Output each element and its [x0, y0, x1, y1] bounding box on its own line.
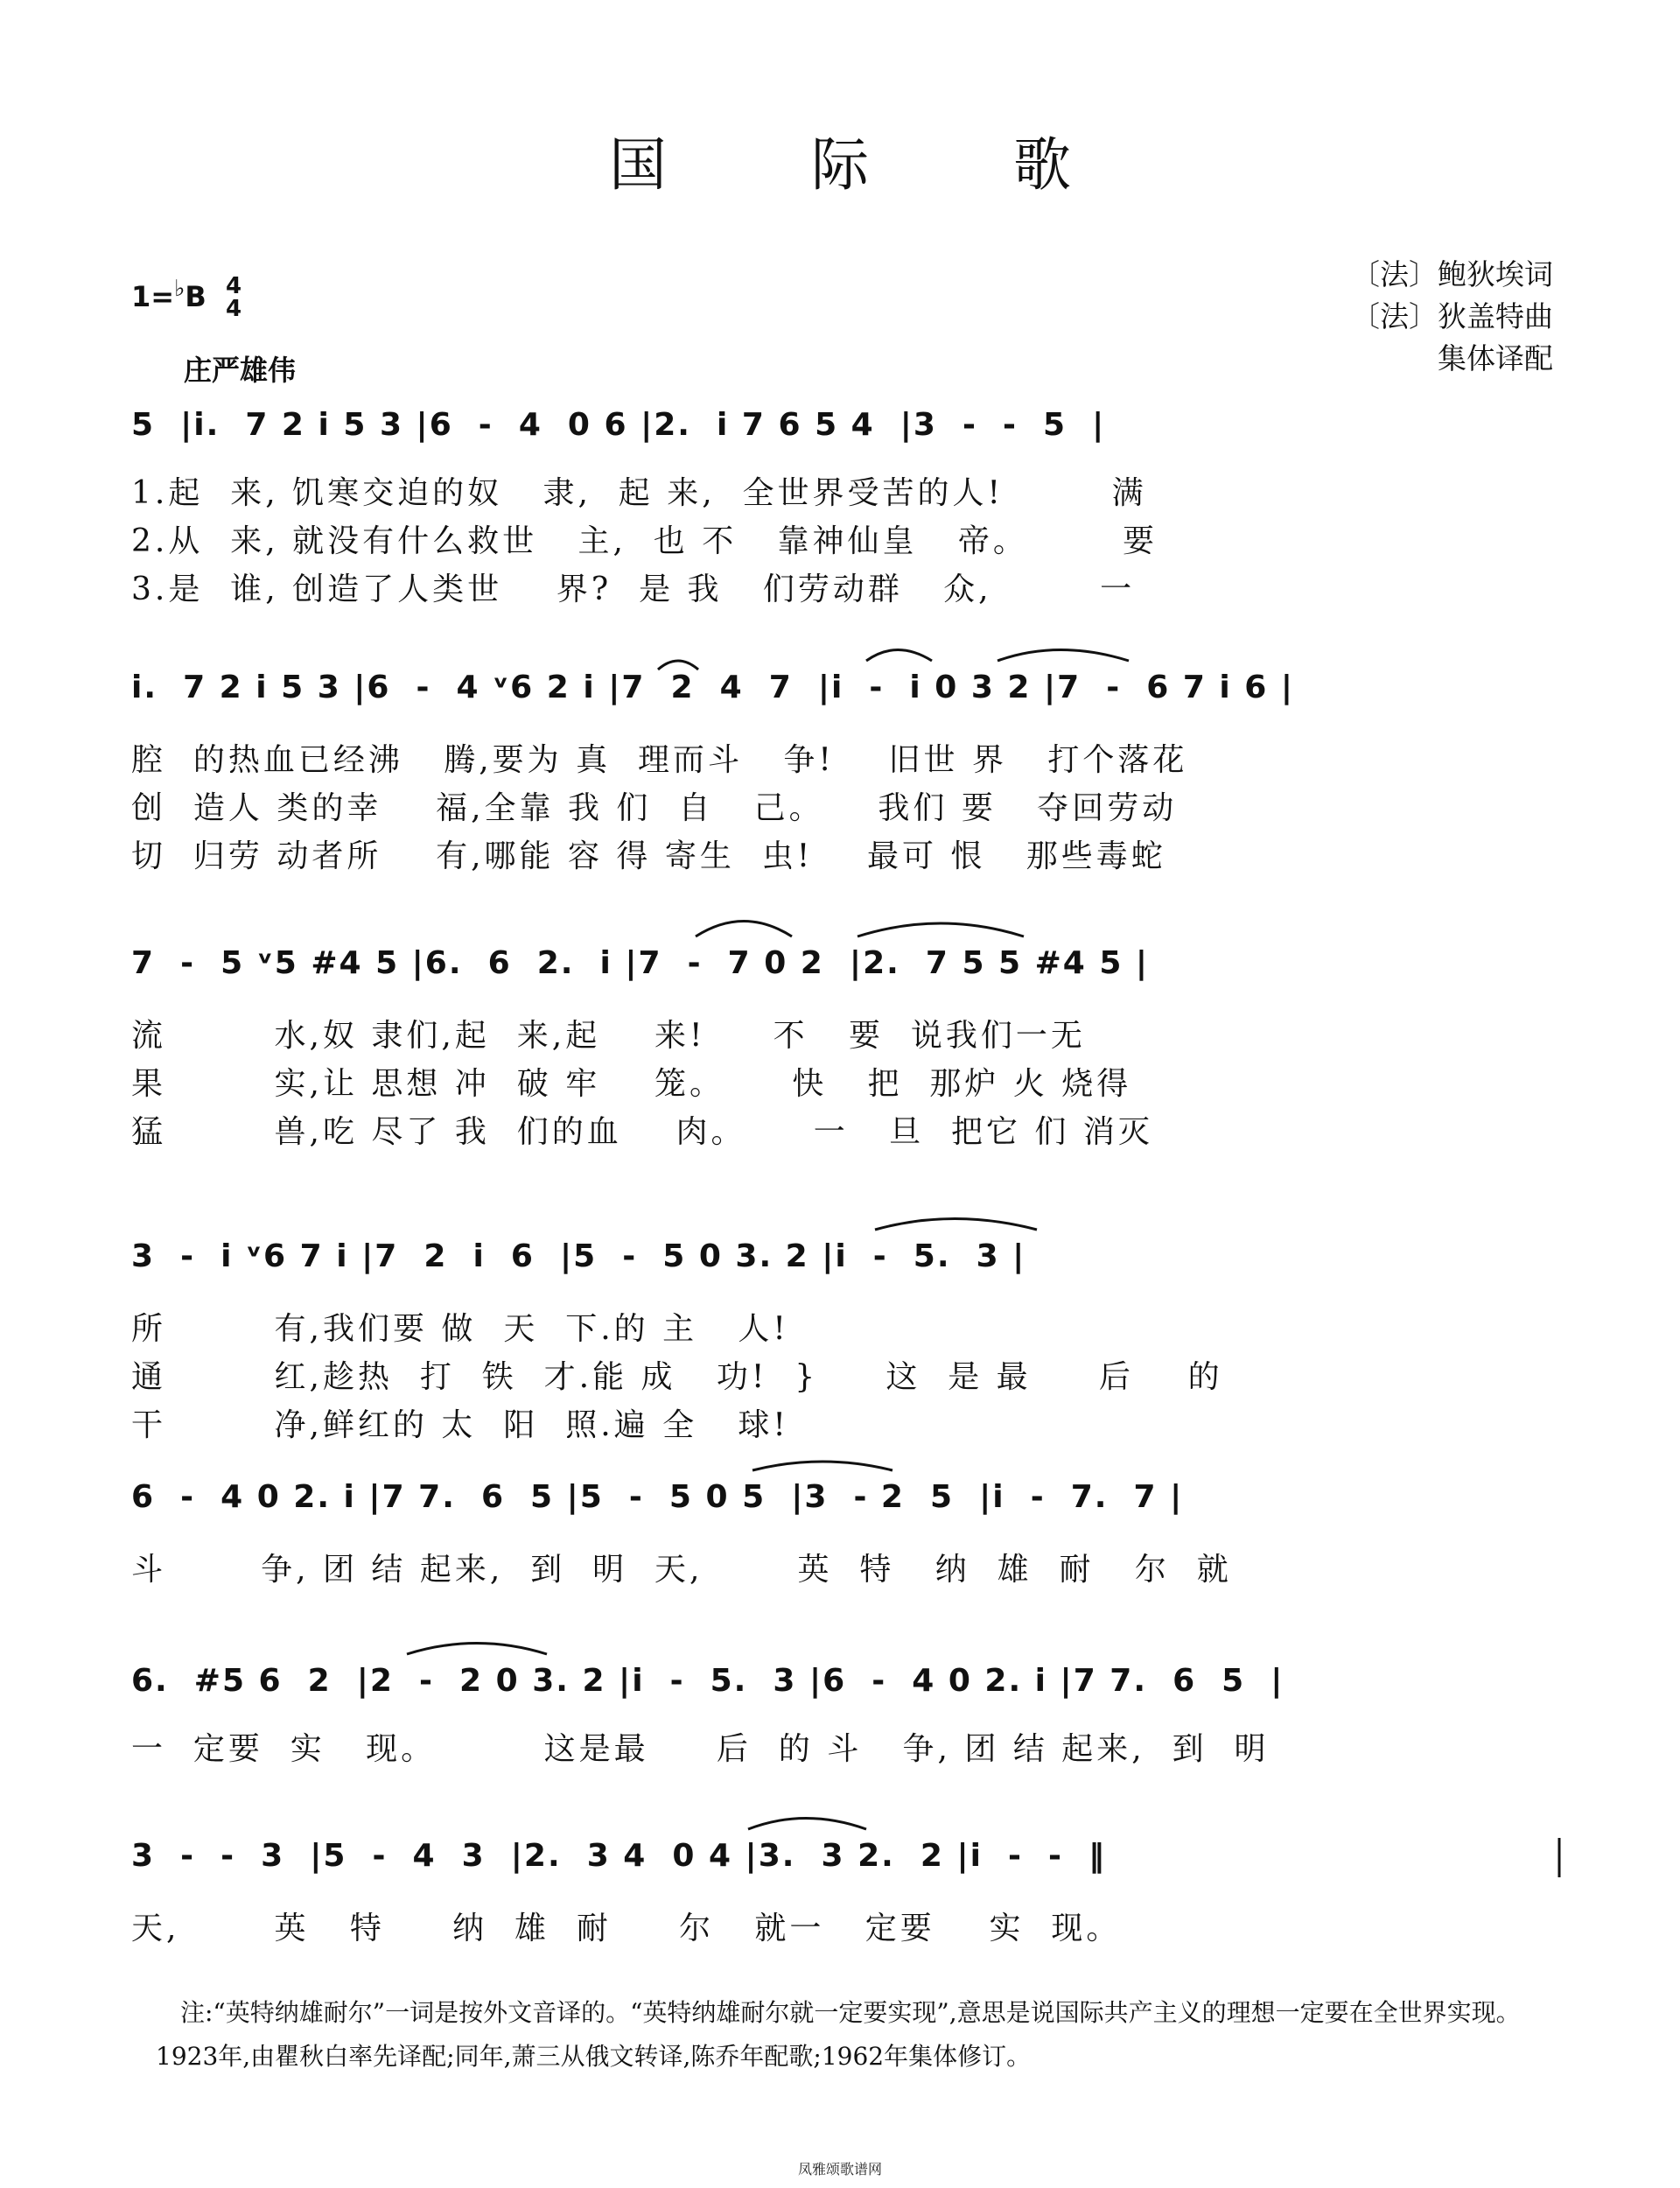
footnotes	[131, 1991, 1566, 2079]
lyric-line-2-verse-3: 切 归劳 动者所 有,哪能 容 得 寄生 虫! 最可 恨 那些毒蛇	[131, 838, 1166, 874]
lyric-line-1-verse-1: 1.起 来, 饥寒交迫的奴 隶, 起 来, 全世界受苦的人! 满	[131, 475, 1147, 511]
time-top: 4	[226, 273, 242, 299]
lyric-line-4-verse-1: 所 有,我们要 做 天 下.的 主 人!	[131, 1311, 789, 1347]
notation-line-3: 7 - 5 ᵛ5 #4 5 |6. 6 2. i |7 - 7 0 2 |2. 7 5 5 #4 5 |	[131, 945, 1150, 981]
lyric-line-2-verse-2: 创 造人 类的幸 福,全靠 我 们 自 己。 我们 要 夺回劳动	[131, 790, 1178, 826]
slur	[866, 650, 932, 662]
notation-line-5: 6 - 4 0 2. i |7 7. 6 5 |5 - 5 0 5 |3 - 2 5 |i - 7. 7 |	[131, 1479, 1184, 1515]
notation-line-6: 6. #5 6 2 |2 - 2 0 3. 2 |i - 5. 3 |6 - 4 0 2. i |7 7. 6 5 |	[131, 1663, 1284, 1699]
slur	[752, 1462, 892, 1470]
slur	[658, 661, 698, 670]
lyric-line-5: 斗 争, 团 结 起来, 到 明 天, 英 特 纳 雄 耐 尔 就	[131, 1552, 1232, 1588]
footnote-2: 1923年,由瞿秋白率先译配;同年,萧三从俄文转译,陈乔年配歌;1962年集体修订。	[156, 2042, 1032, 2071]
notation-line-1: 5 |i. 7 2 i 5 3 |6 - 4 0 6 |2. i 7 6 5 4 |3 - - 5 |	[131, 407, 1106, 443]
slur	[748, 1819, 866, 1830]
composer-credit: 〔法〕狄盖特曲	[1351, 299, 1553, 333]
translator-credit: 集体译配	[1438, 341, 1553, 375]
notation-line-7: 3 - - 3 |5 - 4 3 |2. 3 4 0 4 |3. 3 2. 2 |i - - ‖	[131, 1838, 1107, 1874]
footnote-1: 注:“英特纳雄耐尔”一词是按外文音译的。“英特纳雄耐尔就一定要实现”,意思是说国际共产主义的理想一定要在全世界实现。	[180, 1998, 1521, 2027]
lyric-line-7: 天, 英 特 纳 雄 耐 尔 就一 定要 实 现。	[131, 1911, 1122, 1946]
slur	[998, 650, 1129, 662]
slur	[875, 1219, 1037, 1231]
time-bottom: 4	[226, 296, 242, 322]
lyric-line-1-verse-2: 2.从 来, 就没有什么救世 主, 也 不 靠神仙皇 帝。 要	[131, 523, 1158, 559]
key-note: B	[185, 280, 206, 313]
lyric-line-2-verse-1: 腔 的热血已经沸 腾,要为 真 理而斗 争! 旧世 界 打个落花	[131, 742, 1188, 778]
song-title: 国 际 歌	[609, 131, 1134, 199]
notation-line-2: i. 7 2 i 5 3 |6 - 4 ᵛ6 2 i |7 2 4 7 |i - i 0 3 2 |7 - 6 7 i 6 |	[131, 670, 1295, 705]
tempo-marking: 庄严雄伟	[184, 354, 297, 387]
slur	[858, 923, 1024, 936]
slur	[696, 922, 792, 937]
lyric-line-4-verse-3: 干 净,鲜红的 太 阳 照.遍 全 球!	[131, 1407, 789, 1443]
lyric-line-6: 一 定要 实 现。 这是最 后 的 斗 争, 团 结 起来, 到 明	[131, 1731, 1270, 1767]
lyricist-credit: 〔法〕鲍狄埃词	[1351, 257, 1553, 291]
lyric-line-3-verse-3: 猛 兽,吃 尽了 我 们的血 肉。 一 旦 把它 们 消灭	[131, 1114, 1153, 1150]
flat-sign: ♭	[174, 276, 186, 302]
lyric-line-4-verse-2: 通 红,趁热 打 铁 才.能 成 功! } 这 是 最 后 的	[131, 1359, 1223, 1395]
lyric-line-1-verse-3: 3.是 谁, 创造了人类世 界? 是 我 们劳动群 众, 一	[131, 572, 1136, 607]
lyric-line-3-verse-2: 果 实,让 思想 冲 破 牢 笼。 快 把 那炉 火 烧得	[131, 1066, 1132, 1102]
key-prefix: 1=	[131, 280, 175, 313]
notation-line-4: 3 - i ᵛ6 7 i |7 2 i 6 |5 - 5 0 3. 2 |i - 5. 3 |	[131, 1238, 1026, 1274]
lyric-line-3-verse-1: 流 水,奴 隶们,起 来,起 来! 不 要 说我们一无	[131, 1018, 1086, 1054]
slur	[407, 1644, 547, 1655]
site-watermark: 凤雅颂歌谱网	[797, 2161, 882, 2177]
